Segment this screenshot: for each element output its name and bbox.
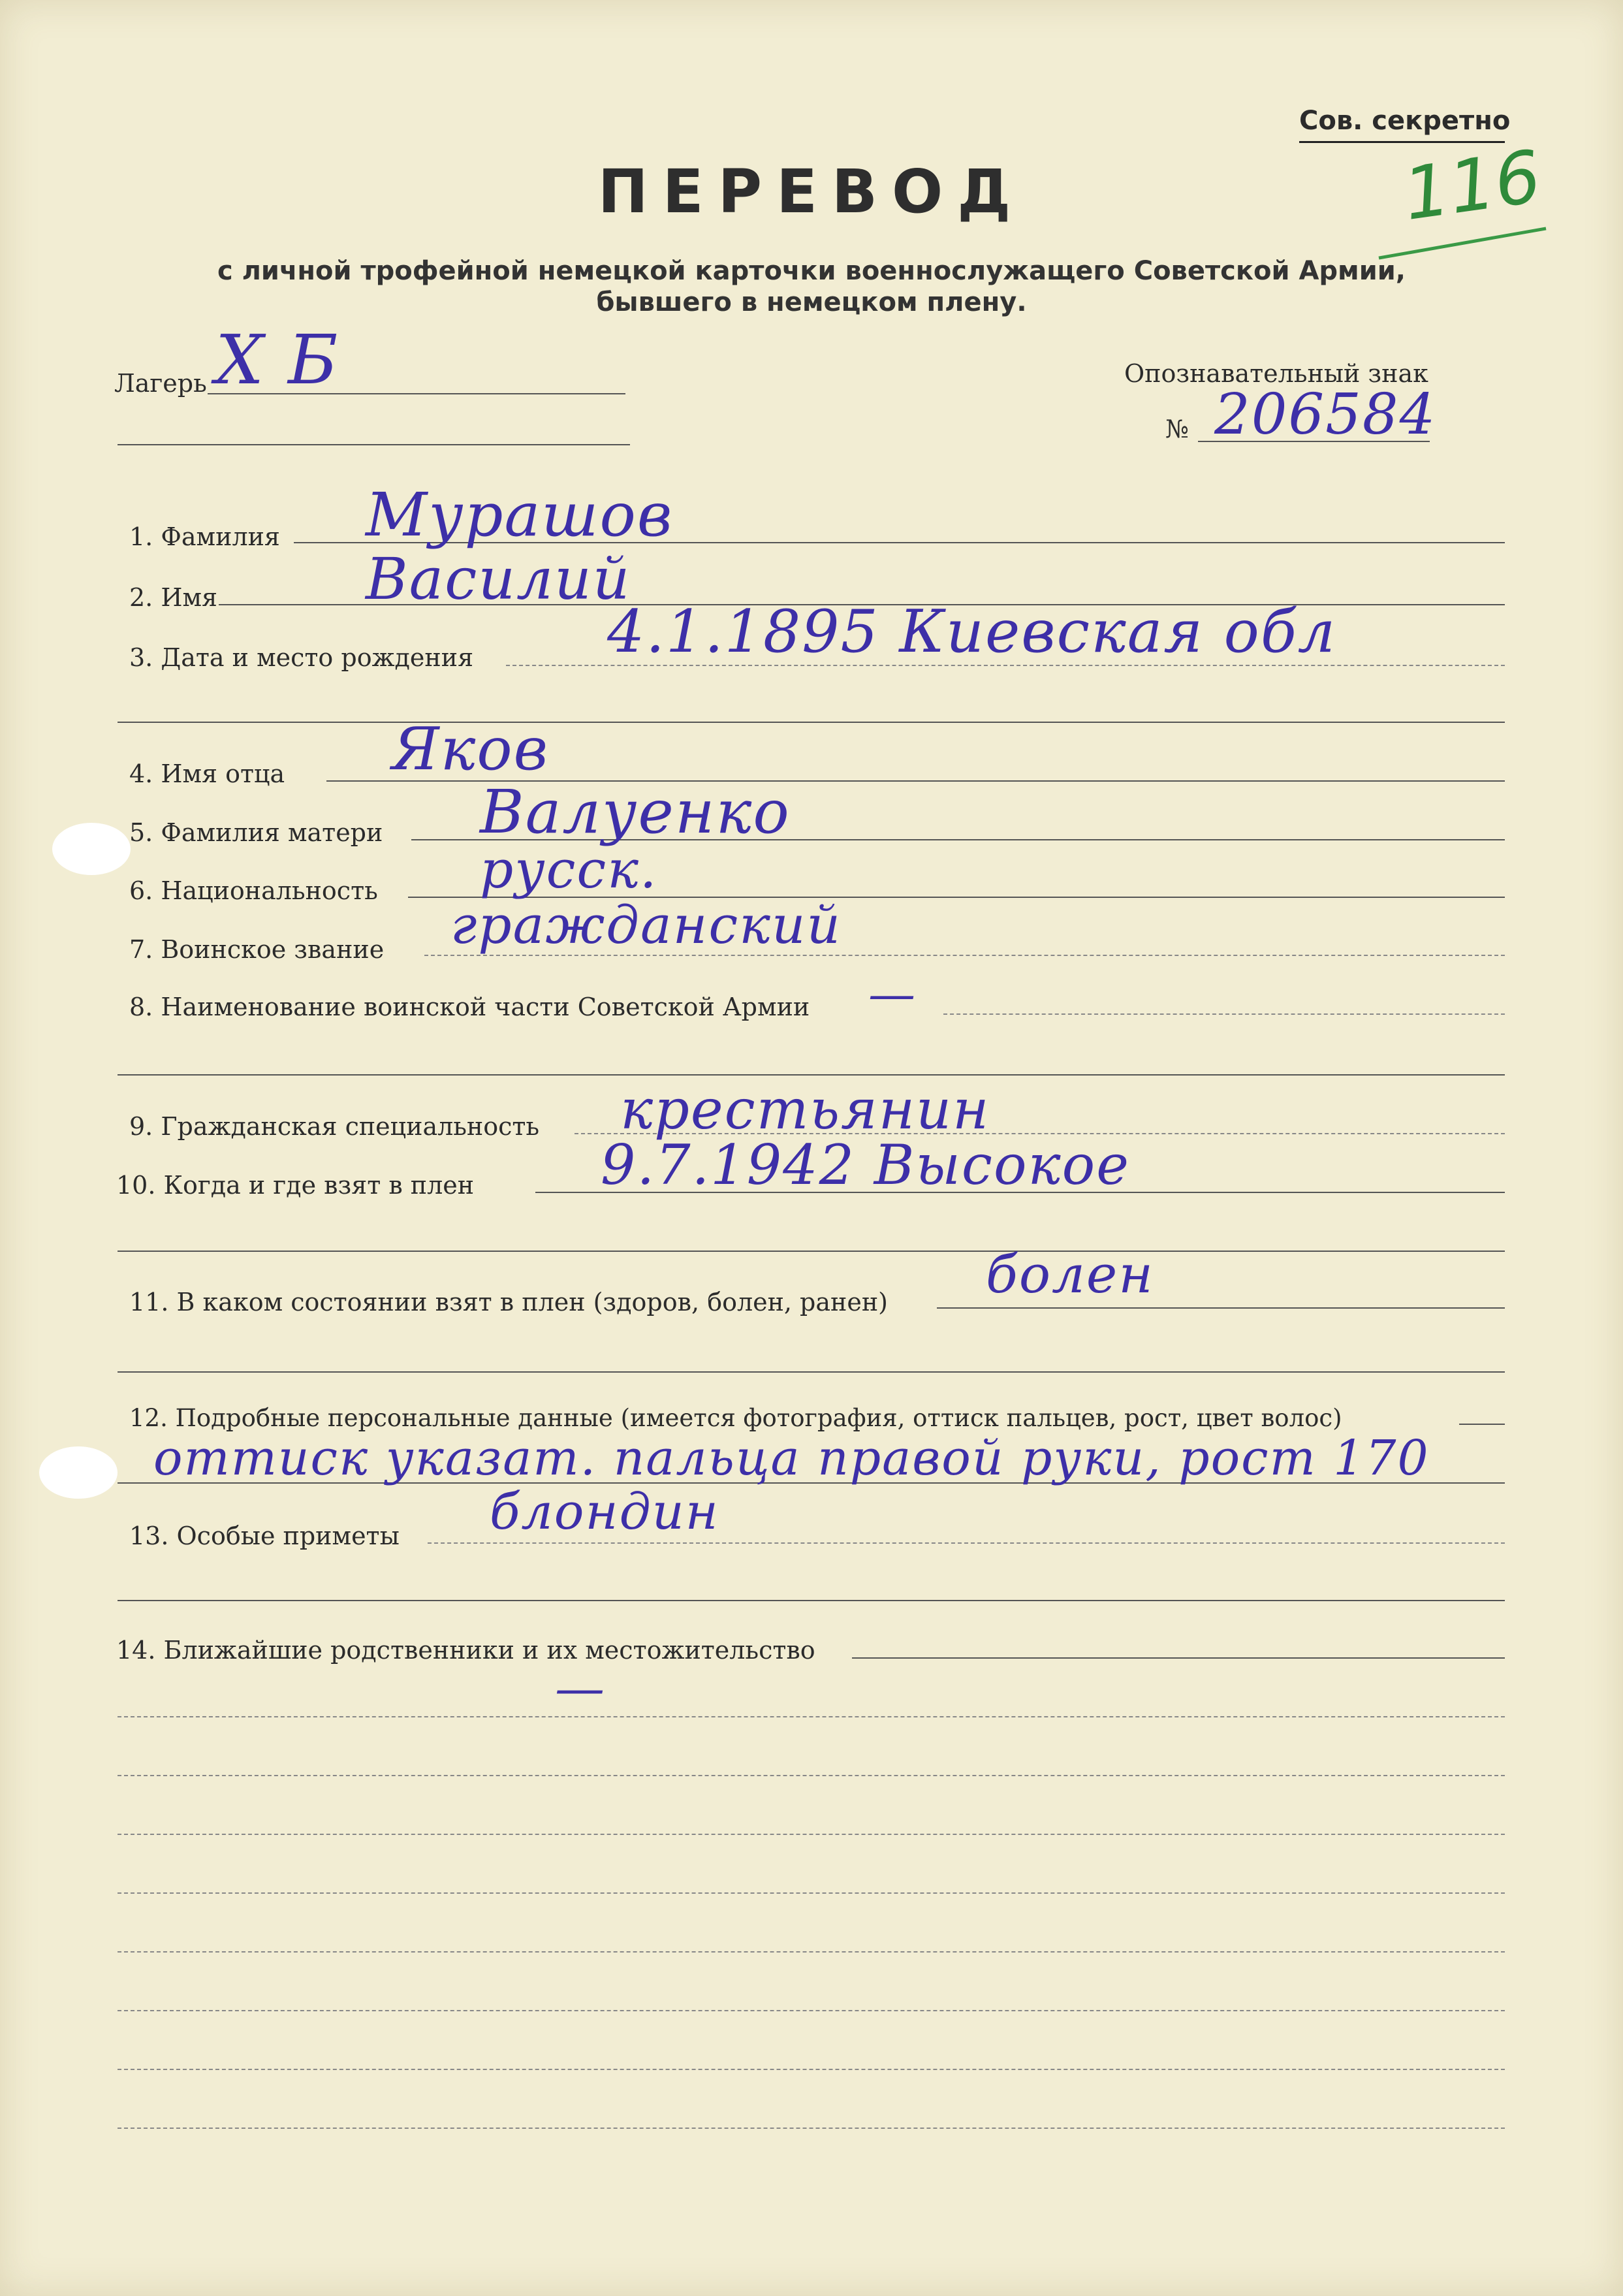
camp-label: Лагерь	[114, 369, 207, 398]
field-4-value: Яков	[392, 715, 549, 784]
ruled-line	[118, 2128, 1505, 2129]
field-13-label: 13. Особые приметы	[129, 1522, 400, 1550]
document-subtitle-2: бывшего в немецком плену.	[596, 287, 1027, 317]
field-2-label: 2. Имя	[129, 583, 218, 612]
ruled-line	[118, 2010, 1505, 2011]
field-8-label: 8. Наименование воинской части Советской Армии	[129, 993, 810, 1021]
field-2-value: Василий	[366, 545, 631, 613]
field-12-line	[1459, 1424, 1505, 1425]
ruled-line	[118, 1716, 1505, 1717]
punch-hole	[39, 1446, 118, 1499]
field-11-line	[937, 1307, 1505, 1309]
field-7-label: 7. Воинское звание	[129, 935, 385, 964]
field-3-label: 3. Дата и место рождения	[129, 643, 474, 672]
field-3-value: 4.1.1895 Киевская обл	[607, 598, 1337, 666]
field-12-value: оттиск указат. пальца правой руки, рост 170	[153, 1430, 1430, 1486]
ruled-line	[118, 1892, 1505, 1894]
classification-mark: Сов. секретно	[1299, 106, 1511, 136]
field-10-label: 10. Когда и где взят в плен	[116, 1171, 475, 1200]
field-9-label: 9. Гражданская специальность	[129, 1112, 540, 1141]
ruled-line	[118, 1834, 1505, 1835]
field-8-line	[943, 1013, 1505, 1015]
field-14-line	[852, 1657, 1505, 1659]
camp-value: X Б	[215, 320, 339, 400]
punch-hole	[52, 823, 131, 875]
field-12-label: 12. Подробные персональные данные (имеется фотография, оттиск пальцев, рост, цвет волос)	[129, 1404, 1342, 1432]
ruled-line	[118, 1951, 1505, 1953]
document-subtitle-1: с личной трофейной немецкой карточки военнослужащего Советской Армии,	[217, 256, 1406, 286]
field-7-value: гражданский	[450, 895, 842, 955]
archive-number: 116	[1398, 135, 1546, 236]
field-10-line-2	[118, 1251, 1505, 1252]
field-8-line-2	[118, 1074, 1505, 1076]
field-1-value: Мурашов	[366, 480, 674, 550]
field-14-value: —	[555, 1659, 606, 1717]
field-14-label: 14. Ближайшие родственники и их местожительство	[116, 1636, 815, 1665]
field-9-value: крестьянин	[620, 1077, 990, 1141]
field-6-value: русск.	[480, 839, 658, 900]
field-13-line	[428, 1542, 1505, 1544]
ruled-line	[118, 1775, 1505, 1776]
field-3-line-2	[118, 722, 1505, 723]
field-11-line-2	[118, 1371, 1505, 1373]
ruled-line	[118, 2069, 1505, 2070]
tag-label: Опознавательный знак	[1124, 359, 1428, 388]
field-5-label: 5. Фамилия матери	[129, 818, 383, 847]
tag-value: 206584	[1214, 382, 1437, 447]
field-5-value: Валуенко	[480, 777, 791, 847]
field-11-label: 11. В каком состоянии взят в плен (здоров, болен, ранен)	[129, 1288, 889, 1316]
field-4-label: 4. Имя отца	[129, 759, 285, 788]
document-title: ПЕРЕВОД	[597, 157, 1026, 227]
field-8-value: —	[868, 966, 917, 1021]
camp-line-2	[118, 444, 630, 445]
field-11-value: болен	[986, 1244, 1154, 1305]
tag-no-label: №	[1165, 415, 1189, 443]
field-10-value: 9.7.1942 Высокое	[601, 1133, 1130, 1197]
field-13-value: блондин	[490, 1482, 719, 1540]
field-13-line-2	[118, 1600, 1505, 1601]
field-6-label: 6. Национальность	[129, 876, 378, 905]
field-1-label: 1. Фамилия	[129, 522, 280, 551]
